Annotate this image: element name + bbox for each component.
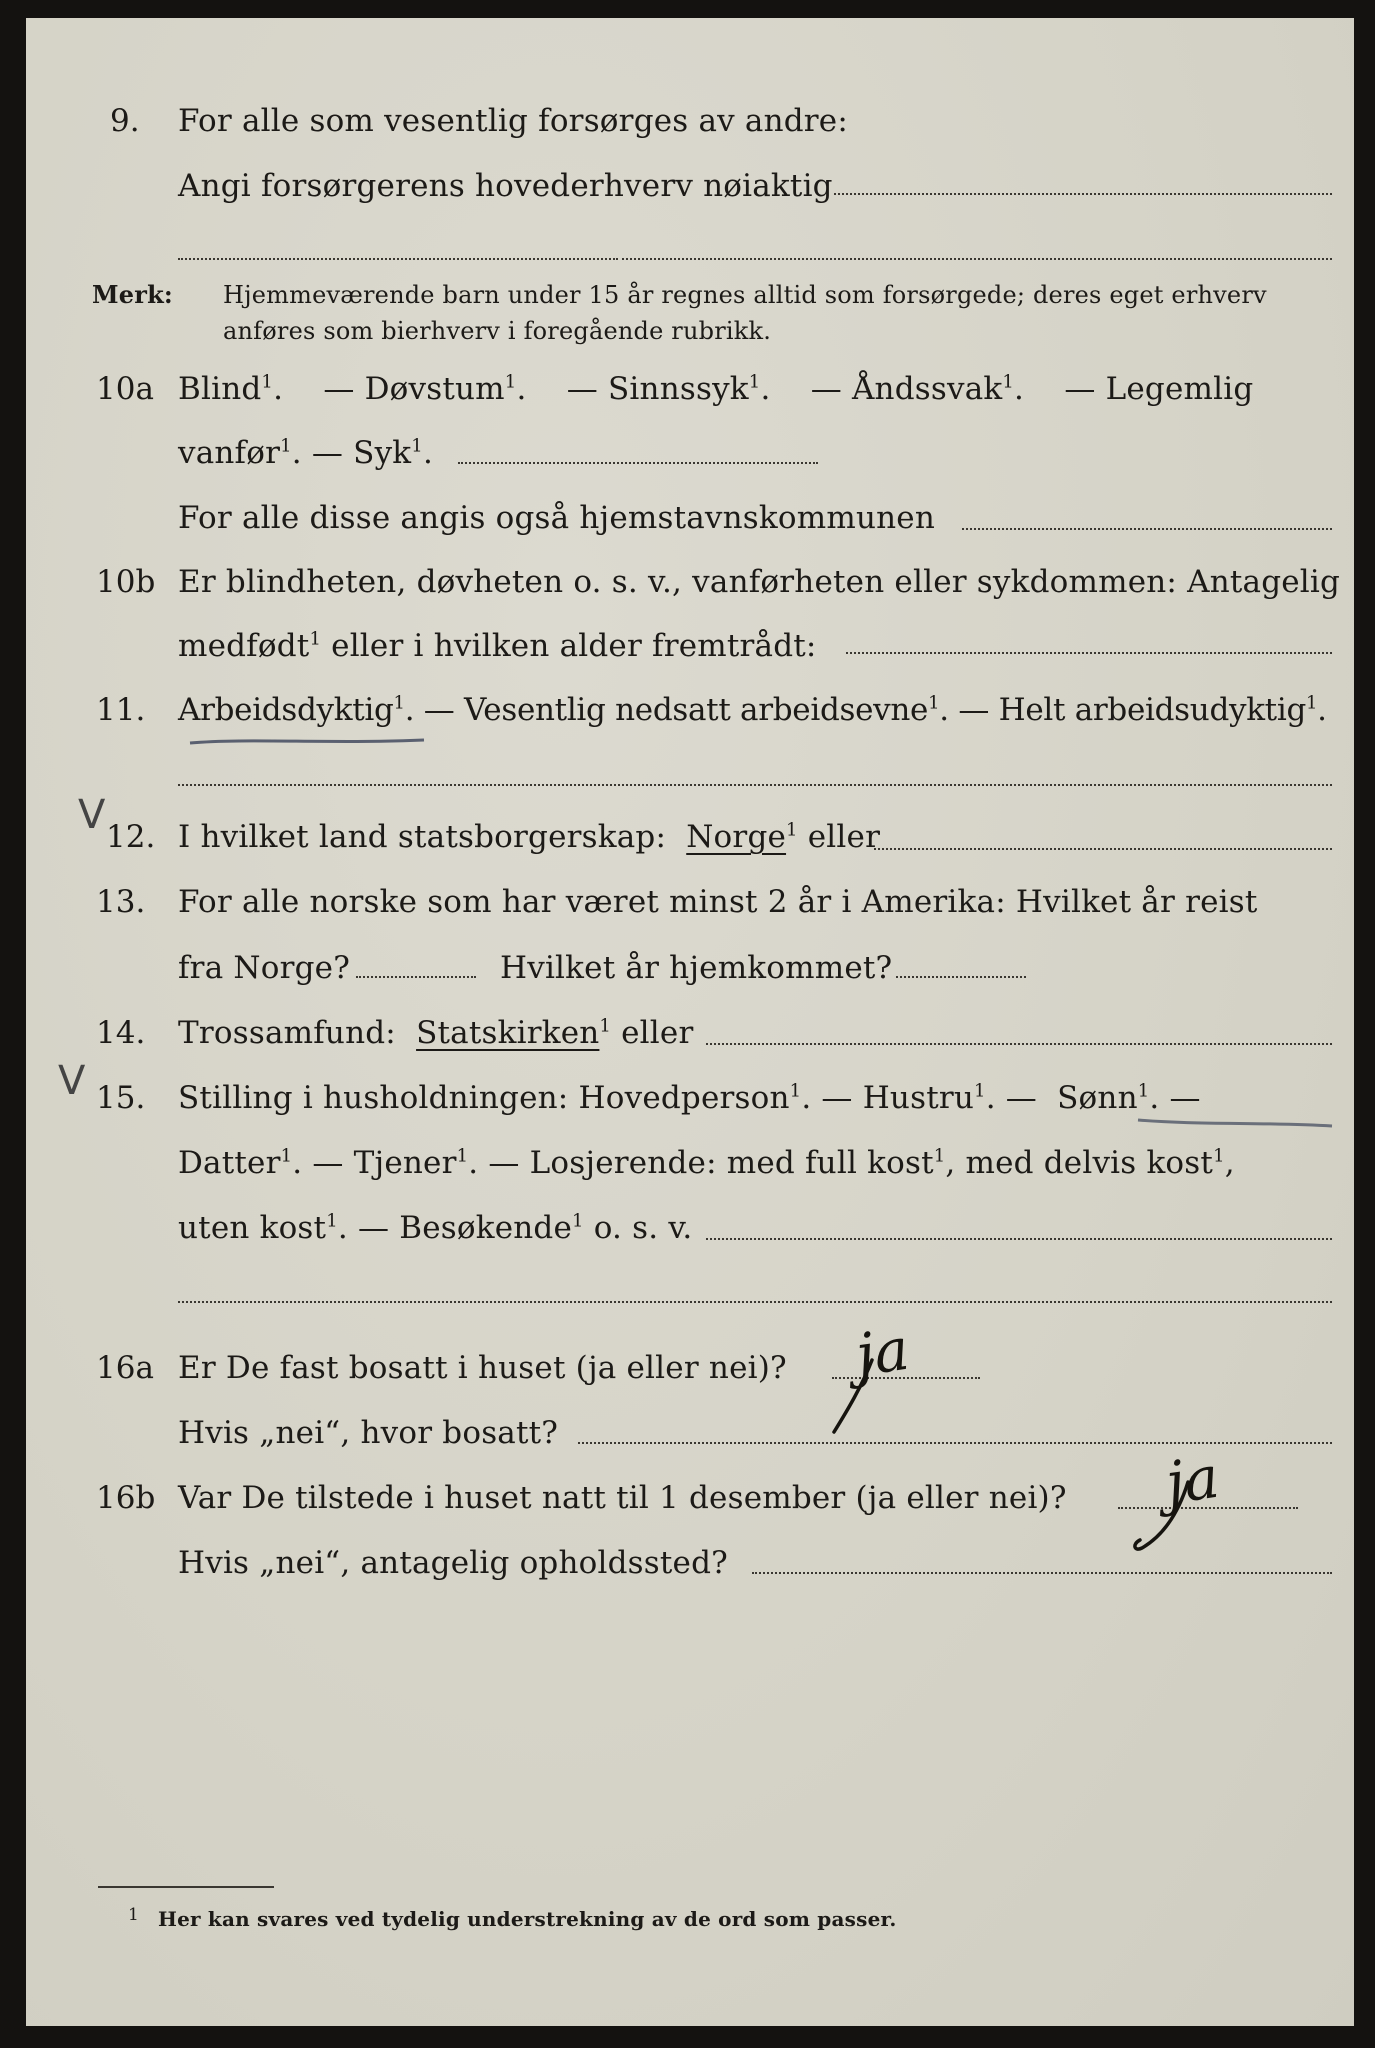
opt-sinnssyk[interactable]: — Sinnssyk [566,371,749,407]
footnote-rule [98,1886,274,1888]
q10a-line1: Blind$^1$. — Døvstum$^1$. — Sinnssyk$^1$. — Åndssvak$^1$. — Legemlig [178,371,1254,407]
check-mark-q15: V [58,1058,86,1104]
opt-legemlig[interactable]: — Legemlig [1064,371,1254,407]
q16b-handwritten-answer: ja [1161,1442,1224,1518]
opt-medfodt[interactable]: medfødt [178,628,310,664]
opt-blind[interactable]: Blind [178,371,262,407]
q16b-line1: Var De tilstede i huset natt til 1 desember (ja eller nei)? [178,1480,1067,1516]
q10a-hometown-line[interactable] [962,528,1332,530]
q10b-answer-line[interactable] [846,652,1332,654]
opt-udyktig[interactable]: . — Helt arbeidsudyktig [939,692,1307,728]
item-number-15: 15. [96,1080,146,1116]
item-number-10a: 10a [96,371,154,407]
item-number-16a: 16a [96,1350,154,1386]
item-number-13: 13. [96,884,146,920]
q10b-line2: medfødt$^1$ eller i hvilken alder fremtrådt: [178,628,817,664]
item-number-11: 11. [96,692,146,728]
opt-statskirken[interactable]: Statskirken [416,1015,600,1051]
q13-line1: For alle norske som har været minst 2 år i Amerika: Hvilket år reist [178,884,1258,920]
item-number-9: 9. [110,103,140,139]
underline-sonn [1136,1116,1336,1130]
opt-andssvak[interactable]: — Åndssvak [810,371,1003,407]
opt-full-kost[interactable]: . — Losjerende: med full kost [468,1145,934,1181]
merk-label: Merk: [92,280,173,309]
q15-line2: Datter$^1$. — Tjener$^1$. — Losjerende: med full kost$^1$, med delvis kost$^1$, [178,1145,1235,1181]
q10a-line3: For alle disse angis også hjemstavnskommunen [178,500,935,536]
q13-line2a: fra Norge? [178,950,351,986]
opt-syk[interactable]: . — Syk [291,435,412,471]
q11-answer-line[interactable] [178,784,1332,786]
q16b-where-line[interactable] [752,1572,1332,1574]
q15-line3: uten kost$^1$. — Besøkende$^1$ o. s. v. [178,1210,693,1246]
item-number-16b: 16b [96,1480,156,1516]
item-number-10b: 10b [96,564,156,600]
q13-return-year-line[interactable] [896,976,1026,978]
opt-delvis-kost[interactable]: , med delvis kost [945,1145,1214,1181]
opt-sonn[interactable]: Sønn [1057,1080,1138,1116]
q16b-line2: Hvis „nei“, antagelig opholdssted? [178,1545,728,1581]
opt-hustru[interactable]: . — Hustru [801,1080,975,1116]
merk-line2: anføres som bierhverv i foregående rubrikk. [223,317,772,345]
q10a-answer-line[interactable] [458,462,818,464]
check-mark-q12: V [78,792,106,838]
q16a-handwritten-answer: ja [851,1314,914,1390]
q14-answer-line[interactable] [706,1043,1332,1045]
q15-answer-line-2[interactable] [178,1301,1332,1303]
q9-line1: For alle som vesentlig forsørges av andre: [178,103,848,139]
opt-norge[interactable]: Norge [686,819,787,855]
opt-nedsatt[interactable]: . — Vesentlig nedsatt arbeidsevne [404,692,929,728]
q12-line: I hvilket land statsborgerskap: Norge$^1$ eller [178,819,881,855]
opt-uten-kost[interactable]: uten kost [178,1210,327,1246]
underline-arbeidsdyktig [188,734,428,748]
q10a-line2: vanfør$^1$. — Syk$^1$. [178,435,433,471]
q14-line: Trossamfund: Statskirken$^1$ eller [178,1015,694,1051]
q15-answer-line[interactable] [706,1238,1332,1240]
opt-arbeidsdyktig[interactable]: Arbeidsdyktig [178,692,394,728]
q11-options: Arbeidsdyktig$^1$. — Vesentlig nedsatt arbeidsevne$^1$. — Helt arbeidsudyktig$^1$. [178,692,1327,728]
opt-datter[interactable]: Datter [178,1145,281,1181]
item-number-12: 12. [106,819,156,855]
footnote-text: Her kan svares ved tydelig understrekning av de ord som passer. [158,1907,897,1931]
q15-line1: Stilling i husholdningen: Hovedperson$^1$. — Hustru$^1$. — Sønn$^1$. — [178,1080,1201,1116]
q13-line2b: Hvilket år hjemkommet? [500,950,893,986]
opt-tjener[interactable]: . — Tjener [292,1145,457,1181]
q10b-line1: Er blindheten, døvheten o. s. v., vanførheten eller sykdommen: Antagelig [178,564,1341,600]
item-number-14: 14. [96,1015,146,1051]
q13-left-year-line[interactable] [356,976,476,978]
q16a-answer-stroke [822,1356,892,1436]
q9-answer-line-2a[interactable] [178,258,618,260]
q16b-answer-stroke [1130,1478,1210,1558]
footnote-marker: 1 [128,1905,140,1925]
merk-line1: Hjemmeværende barn under 15 år regnes alltid som forsørgede; deres eget erhverv [223,281,1267,309]
q16a-line2: Hvis „nei“, hvor bosatt? [178,1415,559,1451]
opt-besokende[interactable]: . — Besøkende [337,1210,573,1246]
q16a-where-line[interactable] [578,1442,1332,1444]
q9-answer-line[interactable] [834,193,1332,195]
q9-answer-line-2b[interactable] [622,258,1332,260]
q16a-line1: Er De fast bosatt i huset (ja eller nei)? [178,1350,787,1386]
opt-dovstum[interactable]: — Døvstum [323,371,505,407]
q12-answer-line[interactable] [874,848,1332,850]
q9-line2: Angi forsørgerens hovederhverv nøiaktig [178,168,833,204]
form-page [26,18,1354,2026]
opt-vanfor[interactable]: vanfør [178,435,281,471]
